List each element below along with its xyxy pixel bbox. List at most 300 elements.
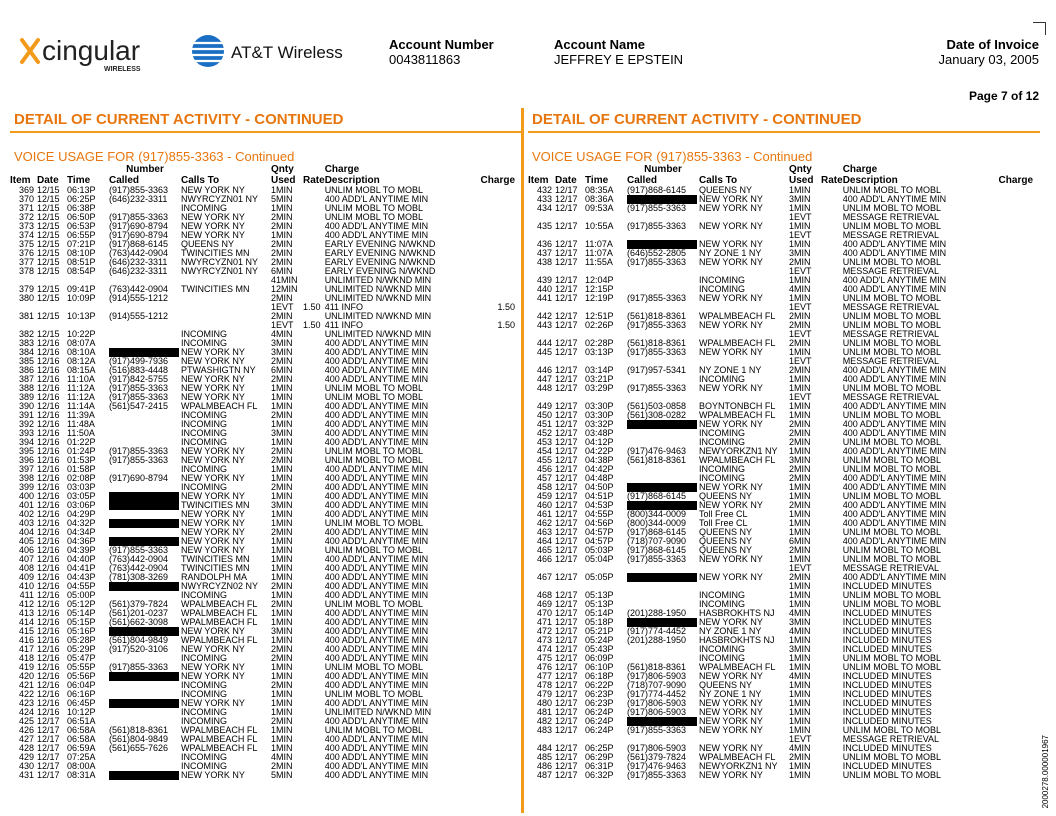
date-cell: 12/17 — [555, 275, 578, 285]
called-cell — [627, 276, 699, 285]
time-cell: 09:53A — [585, 203, 614, 213]
charge-cell — [465, 366, 515, 375]
date-cell: 12/17 — [555, 347, 578, 357]
called-cell — [109, 429, 181, 438]
item-cell: 439 — [536, 275, 552, 285]
time-cell: 08:00A — [67, 761, 96, 771]
charge-cell — [465, 618, 515, 627]
att-globe-icon — [192, 35, 224, 67]
item-cell: 476 — [536, 662, 552, 672]
used-cell: 1MIN — [789, 383, 811, 393]
used-cell: 1MIN — [789, 482, 811, 492]
item-cell: 369 — [18, 185, 34, 195]
calls-to-cell: NY ZONE 1 NY — [699, 365, 762, 375]
time-cell: 05:03P — [585, 545, 614, 555]
time-cell: 05:29P — [67, 644, 96, 654]
date-cell: 12/17 — [555, 662, 578, 672]
called-cell: (917)957-5341 — [627, 365, 687, 375]
calls-to-cell: WPALMBEACH FL — [181, 743, 258, 753]
description-cell: 400 ADD'L ANYTIME MIN — [842, 509, 947, 519]
used-cell: 2MIN — [271, 446, 293, 456]
time-cell: 04:42P — [585, 464, 614, 474]
calls-to-cell: NEW YORK NY — [181, 383, 245, 393]
time-cell: 03:21P — [585, 374, 614, 384]
used-cell: 1MIN — [271, 203, 293, 213]
date-cell: 12/16 — [37, 518, 60, 528]
description-cell: 400 ADD'L ANYTIME MIN — [842, 275, 947, 285]
called-cell: (917)842-5755 — [109, 374, 169, 384]
item-cell: 460 — [536, 500, 552, 510]
description-cell: 400 ADD'L ANYTIME MIN — [324, 716, 429, 726]
date-cell: 12/17 — [555, 608, 578, 618]
description-cell: 400 ADD'L ANYTIME MIN — [842, 473, 947, 483]
called-cell — [109, 492, 181, 501]
used-cell: 4MIN — [271, 329, 293, 339]
item-cell: 463 — [536, 527, 552, 537]
charge-cell — [465, 744, 515, 753]
date-cell: 12/17 — [555, 770, 578, 780]
description-cell: 400 ADD'L ANYTIME MIN — [324, 698, 429, 708]
charge-cell — [465, 204, 515, 213]
date-cell: 12/17 — [555, 545, 578, 555]
used-cell: 1MIN — [271, 698, 293, 708]
charge-cell — [465, 717, 515, 726]
used-cell: 1MIN — [271, 185, 293, 195]
item-cell: 468 — [536, 590, 552, 600]
rate-cell — [821, 222, 843, 231]
calls-to-cell: NEW YORK NY — [181, 509, 245, 519]
rate-cell — [303, 474, 325, 483]
used-cell: 1MIN — [789, 491, 811, 501]
description-cell: 400 ADD'L ANYTIME MIN — [324, 509, 429, 519]
time-cell: 06:32P — [585, 770, 614, 780]
description-cell: 400 ADD'L ANYTIME MIN — [842, 365, 947, 375]
time-cell: 08:31A — [67, 770, 96, 780]
calls-to-cell: NEWYORKZN1 NY — [699, 446, 778, 456]
item-cell: 421 — [18, 680, 34, 690]
charge-cell — [465, 690, 515, 699]
calls-to-cell: WPALMBEACH FL — [181, 635, 258, 645]
description-cell: 400 ADD'L ANYTIME MIN — [324, 221, 429, 231]
account-number-block — [389, 37, 494, 67]
called-cell: (800)344-0009 — [627, 509, 687, 519]
time-cell: 08:10P — [67, 248, 96, 258]
rate-cell — [821, 573, 843, 582]
col-used: Used — [789, 175, 814, 186]
used-cell: 1EVT — [271, 320, 294, 330]
charge-cell — [465, 285, 515, 294]
item-cell: 432 — [536, 185, 552, 195]
calls-to-cell: NEW YORK NY — [181, 626, 245, 636]
time-cell: 06:38P — [67, 203, 96, 213]
date-cell: 12/17 — [555, 482, 578, 492]
description-cell: UNLIM MOBL TO MOBL — [842, 410, 942, 420]
item-cell: 414 — [18, 617, 34, 627]
time-cell: 06:45P — [67, 698, 96, 708]
item-cell: 429 — [18, 752, 34, 762]
description-cell: UNLIMITED N/WKND MIN — [324, 707, 432, 717]
item-cell: 461 — [536, 509, 552, 519]
used-cell: 2MIN — [789, 464, 811, 474]
charge-cell — [983, 762, 1033, 771]
right-column — [528, 110, 1040, 810]
item-cell: 480 — [536, 698, 552, 708]
used-cell: 1MIN — [271, 383, 293, 393]
rate-cell — [821, 249, 843, 258]
rate-cell — [821, 195, 843, 204]
date-cell: 12/17 — [555, 419, 578, 429]
item-cell: 426 — [18, 725, 34, 735]
date-cell: 12/17 — [555, 599, 578, 609]
rate-cell — [303, 420, 325, 429]
account-number-label: Account Number — [389, 37, 494, 52]
date-cell: 12/16 — [37, 671, 60, 681]
description-cell: 400 ADD'L ANYTIME MIN — [842, 482, 947, 492]
used-cell: 2MIN — [789, 419, 811, 429]
description-cell: UNLIM MOBL TO MOBL — [324, 392, 424, 402]
time-cell: 11:10A — [67, 374, 95, 384]
time-cell: 03:29P — [585, 383, 614, 393]
used-cell: 2MIN — [271, 239, 293, 249]
date-cell: 12/17 — [555, 590, 578, 600]
used-cell: 1MIN — [789, 509, 811, 519]
rate-cell — [821, 330, 843, 339]
redaction-block — [109, 492, 179, 501]
calls-to-cell: NEW YORK NY — [181, 518, 245, 528]
used-cell: 1EVT — [789, 734, 812, 744]
rate-cell — [821, 681, 843, 690]
rate-cell — [821, 384, 843, 393]
description-cell: 400 ADD'L ANYTIME MIN — [324, 491, 429, 501]
item-cell: 484 — [536, 743, 552, 753]
description-cell: 400 ADD'L ANYTIME MIN — [324, 401, 429, 411]
time-cell: 05:16P — [67, 626, 96, 636]
used-cell: 3MIN — [789, 617, 811, 627]
charge-cell — [983, 591, 1033, 600]
calls-to-cell: NWYRCYZN01 NY — [181, 194, 259, 204]
called-cell: (917)855-3363 — [109, 446, 169, 456]
date-cell: 12/17 — [555, 455, 578, 465]
time-cell: 06:24P — [585, 716, 614, 726]
called-cell: (917)499-7936 — [109, 356, 169, 366]
calls-to-cell: INCOMING — [181, 752, 227, 762]
rate-cell — [303, 393, 325, 402]
calls-to-cell: INCOMING — [181, 410, 227, 420]
description-cell: INCLUDED MINUTES — [842, 626, 932, 636]
item-cell: 479 — [536, 689, 552, 699]
called-cell — [627, 564, 699, 573]
description-cell: 400 ADD'L ANYTIME MIN — [324, 743, 429, 753]
rate-cell — [821, 735, 843, 744]
calls-to-cell: INCOMING — [181, 590, 227, 600]
item-cell: 417 — [18, 644, 34, 654]
col-number-top: Number — [644, 164, 682, 175]
item-cell: 407 — [18, 554, 34, 564]
used-cell: 1MIN — [789, 185, 811, 195]
item-cell: 409 — [18, 572, 34, 582]
table-row — [528, 573, 1033, 582]
rate-cell — [303, 681, 325, 690]
col-called: Called — [109, 175, 140, 186]
called-cell: (763)442-0904 — [109, 248, 169, 258]
time-cell: 06:29P — [585, 752, 614, 762]
description-cell: UNLIM MOBL TO MOBL — [842, 653, 942, 663]
time-cell: 06:16P — [67, 689, 96, 699]
date-cell: 12/16 — [37, 662, 60, 672]
charge-cell — [983, 249, 1033, 258]
rate-cell — [303, 510, 325, 519]
description-cell: 400 ADD'L ANYTIME MIN — [324, 365, 429, 375]
calls-to-cell: NEW YORK NY — [699, 293, 763, 303]
rate-cell — [303, 762, 325, 771]
charge-cell — [983, 483, 1033, 492]
item-cell: 474 — [536, 644, 552, 654]
charge-cell — [465, 708, 515, 717]
calls-to-cell: INCOMING — [699, 599, 745, 609]
calls-to-cell: INCOMING — [699, 473, 745, 483]
called-cell — [109, 528, 181, 537]
rate-cell — [821, 357, 843, 366]
description-cell: UNLIM MOBL TO MOBL — [324, 599, 424, 609]
used-cell: 4MIN — [271, 752, 293, 762]
rate-cell — [303, 402, 325, 411]
calls-to-cell: WPALMBEACH FL — [699, 455, 776, 465]
time-cell: 02:26P — [585, 320, 614, 330]
item-cell: 389 — [18, 392, 34, 402]
rate-cell — [303, 663, 325, 672]
called-cell: (646)552-2805 — [627, 248, 687, 258]
date-cell: 12/17 — [555, 410, 578, 420]
item-cell: 373 — [18, 221, 34, 231]
item-cell: 454 — [536, 446, 552, 456]
called-cell — [109, 321, 181, 330]
date-cell: 12/16 — [37, 338, 60, 348]
description-cell: UNLIM MOBL TO MOBL — [842, 752, 942, 762]
used-cell: 1MIN — [789, 239, 811, 249]
description-cell: UNLIM MOBL TO MOBL — [324, 383, 424, 393]
description-cell: INCLUDED MINUTES — [842, 698, 932, 708]
called-cell: (917)690-8794 — [109, 473, 169, 483]
time-cell: 05:15P — [67, 617, 96, 627]
called-cell: (201)288-1950 — [627, 608, 687, 618]
date-cell: 12/16 — [37, 581, 60, 591]
rate-cell: 1.50 — [303, 302, 321, 312]
calls-to-cell — [181, 312, 271, 321]
rate-cell — [303, 447, 325, 456]
date-cell: 12/16 — [37, 455, 60, 465]
date-cell: 12/17 — [37, 761, 60, 771]
rate-cell — [821, 321, 843, 330]
rate-cell — [821, 645, 843, 654]
description-cell: 400 ADD'L ANYTIME MIN — [842, 239, 947, 249]
col-called: Called — [627, 175, 658, 186]
used-cell: 1MIN — [789, 374, 811, 384]
col-item: Item — [528, 175, 549, 186]
date-cell: 12/16 — [37, 707, 60, 717]
time-cell: 08:35A — [585, 185, 614, 195]
calls-to-cell: INCOMING — [699, 437, 745, 447]
used-cell: 1EVT — [789, 356, 812, 366]
called-cell: (561)818-8361 — [627, 455, 687, 465]
called-cell: (917)520-3106 — [109, 644, 169, 654]
time-cell: 04:48P — [585, 473, 614, 483]
calls-to-cell: NEW YORK NY — [181, 473, 245, 483]
rate-cell — [303, 348, 325, 357]
charge-cell — [465, 249, 515, 258]
table-row — [528, 321, 1033, 330]
description-cell: UNLIM MOBL TO MOBL — [842, 293, 942, 303]
rate-cell — [303, 771, 325, 780]
rate-cell — [821, 465, 843, 474]
calls-to-cell: NWYRCYZN01 NY — [181, 266, 259, 276]
used-cell: 2MIN — [789, 473, 811, 483]
description-cell: 400 ADD'L ANYTIME MIN — [324, 608, 429, 618]
charge-cell — [983, 735, 1033, 744]
called-cell: (917)855-3363 — [109, 383, 169, 393]
charge-cell — [983, 303, 1033, 312]
used-cell: 2MIN — [271, 374, 293, 384]
rate-cell — [821, 618, 843, 627]
charge-cell — [465, 519, 515, 528]
rate-cell — [821, 546, 843, 555]
time-cell: 03:14P — [585, 365, 614, 375]
time-cell: 06:50P — [67, 212, 96, 222]
used-cell: 1EVT — [271, 302, 294, 312]
item-cell: 440 — [536, 284, 552, 294]
description-cell: MESSAGE RETRIEVAL — [842, 734, 940, 744]
called-cell — [627, 645, 699, 654]
time-cell: 04:29P — [67, 509, 96, 519]
rate-cell — [303, 735, 325, 744]
calls-to-cell: NEW YORK NY — [181, 392, 245, 402]
invoice-date-label: Date of Invoice — [946, 37, 1039, 52]
rate-cell — [303, 438, 325, 447]
date-cell: 12/15 — [37, 194, 60, 204]
used-cell: 1MIN — [789, 401, 811, 411]
charge-cell — [465, 546, 515, 555]
item-cell: 466 — [536, 554, 552, 564]
description-cell: 400 ADD'L ANYTIME MIN — [324, 347, 429, 357]
time-cell: 04:34P — [67, 527, 96, 537]
calls-to-cell: NEW YORK NY — [181, 671, 245, 681]
called-cell — [627, 429, 699, 438]
table-row — [10, 294, 515, 303]
rate-cell — [821, 420, 843, 429]
called-cell: (646)232-3311 — [109, 266, 168, 276]
date-cell: 12/15 — [37, 266, 60, 276]
date-cell: 12/17 — [555, 428, 578, 438]
calls-to-cell: TWINCITIES MN — [181, 554, 250, 564]
rate-cell — [821, 348, 843, 357]
description-cell: UNLIM MOBL TO MOBL — [324, 689, 424, 699]
called-cell: (561)655-7626 — [109, 743, 169, 753]
description-cell: 400 ADD'L ANYTIME MIN — [324, 644, 429, 654]
date-cell: 12/16 — [37, 356, 60, 366]
description-cell: UNLIM MOBL TO MOBL — [324, 185, 424, 195]
item-cell: 375 — [18, 239, 34, 249]
used-cell: 1EVT — [789, 329, 812, 339]
item-cell: 395 — [18, 446, 34, 456]
description-cell: 400 ADD'L ANYTIME MIN — [324, 527, 429, 537]
item-cell: 477 — [536, 671, 552, 681]
called-cell — [109, 420, 181, 429]
time-cell: 03:48P — [585, 428, 614, 438]
calls-to-cell: NEW YORK NY — [699, 482, 763, 492]
description-cell: INCLUDED MINUTES — [842, 761, 932, 771]
rate-cell — [303, 528, 325, 537]
date-cell: 12/16 — [37, 509, 60, 519]
charge-cell — [983, 393, 1033, 402]
cingular-logo — [18, 32, 158, 76]
rate-cell — [821, 303, 843, 312]
item-cell: 392 — [18, 419, 34, 429]
charge-cell — [983, 438, 1033, 447]
used-cell: 3MIN — [271, 347, 293, 357]
charge-cell — [465, 195, 515, 204]
calls-to-cell: NEW YORK NY — [699, 707, 763, 717]
calls-to-cell: NEW YORK NY — [699, 383, 763, 393]
charge-cell — [983, 672, 1033, 681]
description-cell: 400 ADD'L ANYTIME MIN — [842, 536, 947, 546]
calls-to-cell — [181, 303, 271, 312]
charge-cell — [983, 474, 1033, 483]
col-number-top: Number — [126, 164, 164, 175]
calls-to-cell: INCOMING — [181, 428, 227, 438]
date-cell: 12/15 — [37, 248, 60, 258]
description-cell: 400 ADD'L ANYTIME MIN — [842, 518, 947, 528]
charge-cell — [465, 672, 515, 681]
rate-cell — [821, 456, 843, 465]
calls-to-cell: QUEENS NY — [699, 491, 753, 501]
used-cell: 4MIN — [789, 671, 811, 681]
item-cell: 399 — [18, 482, 34, 492]
used-cell: 2MIN — [789, 428, 811, 438]
description-cell: MESSAGE RETRIEVAL — [842, 392, 940, 402]
rate-cell — [303, 285, 325, 294]
calls-to-cell: NEW YORK NY — [699, 320, 763, 330]
rate-cell — [303, 600, 325, 609]
date-cell: 12/17 — [555, 725, 578, 735]
date-cell: 12/16 — [37, 563, 60, 573]
calls-to-cell: WPALMBEACH FL — [699, 662, 776, 672]
description-cell: UNLIM MOBL TO MOBL — [842, 770, 942, 780]
calls-to-cell: TWINCITIES MN — [181, 563, 250, 573]
called-cell: (561)818-8361 — [109, 725, 169, 735]
item-cell: 379 — [18, 284, 34, 294]
rate-cell — [821, 375, 843, 384]
called-cell: (917)855-3363 — [109, 455, 169, 465]
item-cell: 464 — [536, 536, 552, 546]
calls-to-cell: NEW YORK NY — [699, 221, 763, 231]
rate-cell — [821, 627, 843, 636]
time-cell: 05:04P — [585, 554, 614, 564]
used-cell: 1MIN — [271, 725, 293, 735]
called-cell: (561)804-9849 — [109, 734, 169, 744]
used-cell: 2MIN — [271, 410, 293, 420]
time-cell: 08:10A — [67, 347, 96, 357]
time-cell: 04:36P — [67, 536, 96, 546]
called-cell — [109, 708, 181, 717]
date-cell: 12/17 — [555, 248, 578, 258]
charge-cell — [983, 501, 1033, 510]
charge-cell — [465, 465, 515, 474]
calls-to-cell: WPALMBEACH FL — [181, 617, 258, 627]
called-cell: (917)806-5903 — [627, 707, 687, 717]
calls-to-cell: INCOMING — [699, 374, 745, 384]
description-cell: UNLIM MOBL TO MOBL — [842, 455, 942, 465]
date-cell: 12/17 — [555, 401, 578, 411]
item-cell: 376 — [18, 248, 34, 258]
